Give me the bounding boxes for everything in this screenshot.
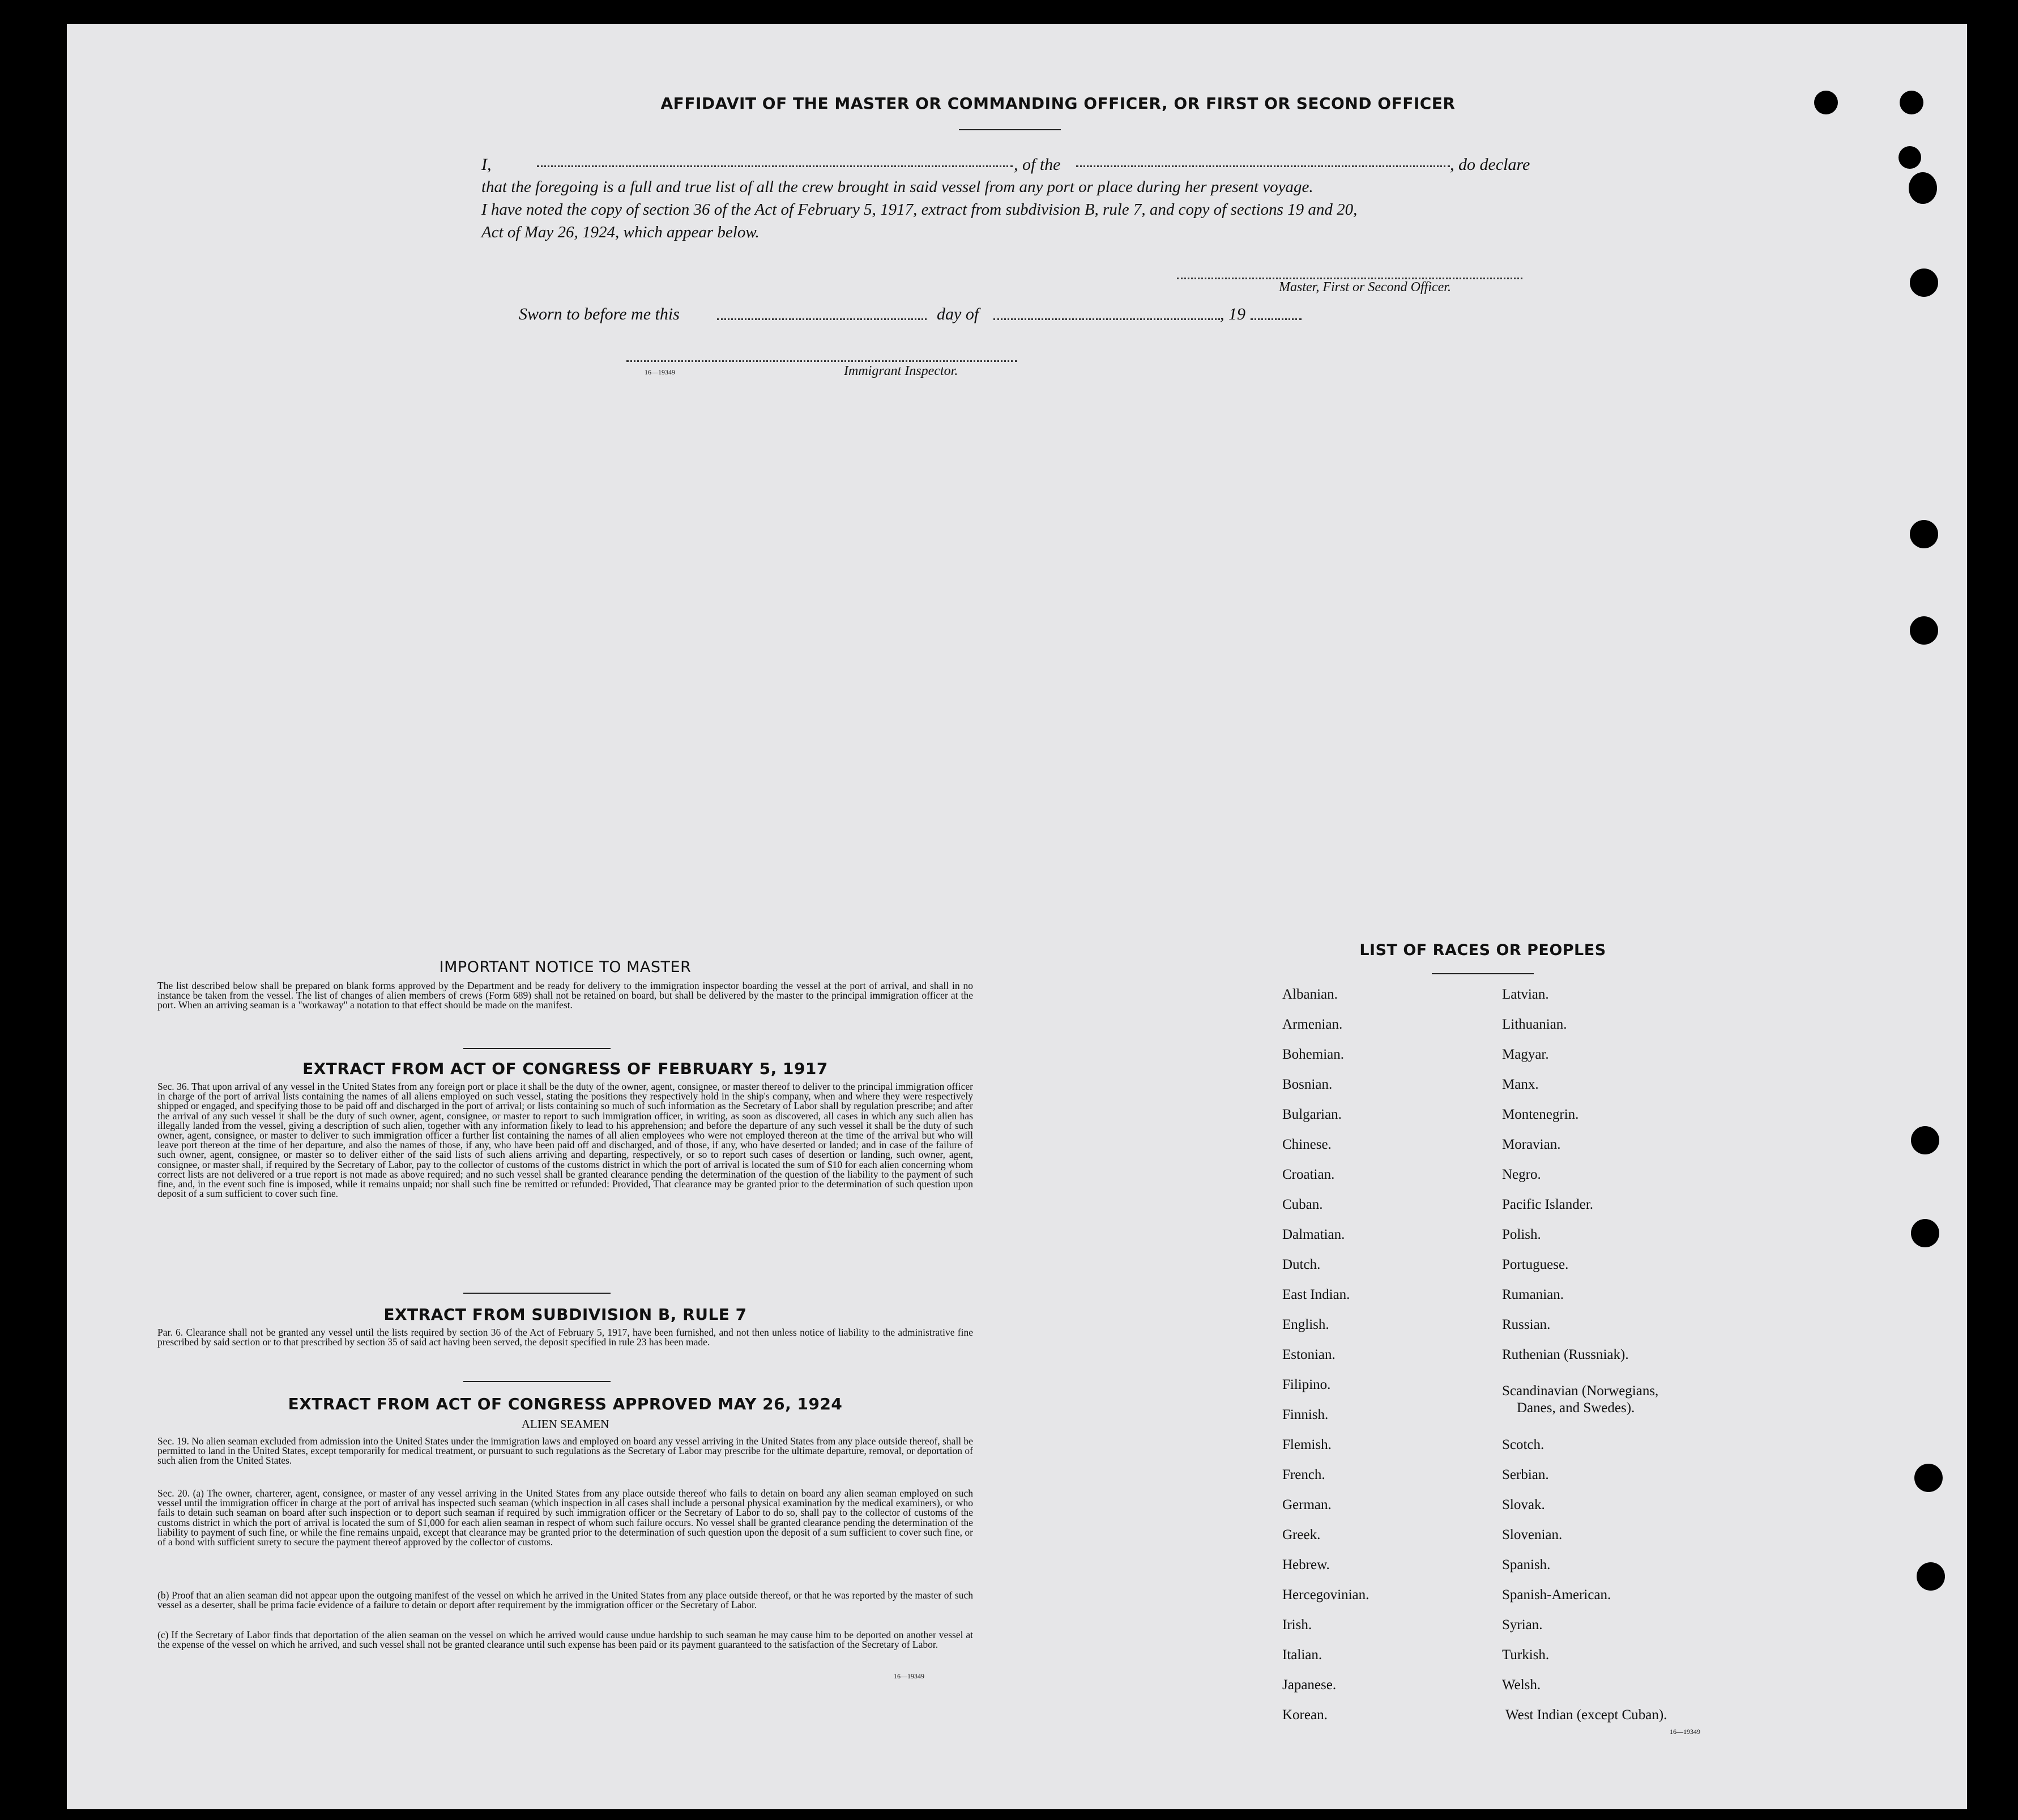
affidavit-title: AFFIDAVIT OF THE MASTER OR COMMANDING OFFICER, OR FIRST OR SECOND OFFICER bbox=[660, 94, 1456, 113]
race-left-item: Filipino. bbox=[1282, 1377, 1331, 1392]
extract-1917-text: Sec. 36. That upon arrival of any vessel in the United States from any foreign port or place it shall be the duty of the owner, agent, consignee, or master thereof to deliver to the principal immigration officer in charge of the port of arrival lists containing the names of all aliens employed on such vessel, stating the positions they respectively hold in the ship's company, when and where they were respectively shipped or engaged, and specifying those to be paid off and discharged in the port of arrival; or lists containing so much of such information as the Secretary of Labor shall by regulation prescribe; and after the arrival of any such vessel it shall be the duty of such owner, agent, consignee, or master to report to such immigration officer, in writing, as soon as discovered, all cases in which any such alien has illegally landed from the vessel, giving a description of such alien, together with any information likely to lead to his apprehension; and before the departure of any such vessel it shall be the duty of such owner, agent, consignee, or master to deliver to such immigration officer a further list containing the names of all alien employees who were not employed thereon at the time of the arrival but who will leave port thereon at the time of her departure, and also the names of those, if any, who have been paid off and discharged, and of those, if any, who have deserted or landed; and in case of the failure of such owner, agent, consignee, or master so to deliver either of the said lists of such aliens arriving and departing, respectively, or so to report such cases of desertion or landing, such owner, agent, consignee, or master shall, if required by the Secretary of Labor, pay to the collector of customs of the customs district in which the port of arrival is located the sum of $10 for each alien concerning whom correct lists are not delivered or a true report is not made as above required; and no such vessel shall be granted clearance pending the determination of the question of the liability to the payment of such fine, and, in the event such fine is imposed, while it remains unpaid; nor shall such fine be remitted or refunded: Provided, That clearance may be granted prior to the determination of such question upon deposit of a sum sufficient to cover such fine. bbox=[157, 1081, 973, 1200]
sec-19-text: Sec. 19. No alien seaman excluded from admission into the United States under the immigration laws and employed on board any vessel arriving in the United States from any place outside thereof, shall be permitted to land in the United States, except temporarily for medical treatment, or pursuant to such regulations as the Secretary of Labor may prescribe for the ultimate departure, removal, or deportation of such alien from the United States. bbox=[157, 1435, 973, 1467]
punch-hole bbox=[1911, 1126, 1939, 1154]
sworn-day-field[interactable] bbox=[717, 318, 927, 320]
race-right-item: Manx. bbox=[1502, 1077, 1539, 1092]
race-left-item: Albanian. bbox=[1282, 987, 1338, 1002]
race-left-item: Korean. bbox=[1282, 1707, 1328, 1723]
subdivision-b-divider bbox=[463, 1381, 611, 1382]
race-right-item: West Indian (except Cuban). bbox=[1505, 1707, 1667, 1723]
sworn-month-field[interactable] bbox=[993, 318, 1220, 320]
form-page bbox=[67, 24, 1967, 1809]
extract-1924-title: EXTRACT FROM ACT OF CONGRESS APPROVED MAY 26, 1924 bbox=[288, 1395, 843, 1413]
punch-hole bbox=[1910, 520, 1938, 548]
race-right-item: Spanish-American. bbox=[1502, 1587, 1611, 1602]
signature-caption: Master, First or Second Officer. bbox=[1279, 280, 1451, 295]
race-left-item: French. bbox=[1282, 1467, 1325, 1482]
race-left-item: Bulgarian. bbox=[1282, 1107, 1342, 1122]
notice-divider bbox=[463, 1048, 611, 1049]
punch-hole bbox=[1911, 1219, 1939, 1247]
race-right-item: Montenegrin. bbox=[1502, 1107, 1579, 1122]
race-left-item: Dalmatian. bbox=[1282, 1227, 1345, 1242]
subdivision-b-text: Par. 6. Clearance shall not be granted any vessel until the lists required by section 36 of the Act of February 5, 1917, have been furnished, and not then unless notice of liability to the administrative fine prescribed by said section or to that prescribed by section 35 of said act having been served, the deposit specified in rule 23 has been made. bbox=[157, 1327, 973, 1348]
race-right-item: Danes, and Swedes). bbox=[1517, 1400, 1635, 1416]
race-right-item: Moravian. bbox=[1502, 1137, 1561, 1152]
race-left-item: Estonian. bbox=[1282, 1347, 1336, 1362]
affidavit-line-2: that the foregoing is a full and true list of all the crew brought in said vessel from any port or place during her present voyage. bbox=[481, 178, 1313, 196]
race-right-item: Rumanian. bbox=[1502, 1287, 1564, 1302]
subdivision-b-title: EXTRACT FROM SUBDIVISION B, RULE 7 bbox=[383, 1305, 747, 1324]
affidavit-line-3: I have noted the copy of section 36 of the Act of February 5, 1917, extract from subdivision B, rule 7, and copy of sections 19 and 20, bbox=[481, 201, 1358, 219]
race-right-item: Russian. bbox=[1502, 1317, 1551, 1332]
alien-seamen-subtitle: ALIEN SEAMEN bbox=[521, 1417, 609, 1431]
race-right-item: Welsh. bbox=[1502, 1677, 1541, 1693]
year-label: , 19 bbox=[1220, 305, 1245, 323]
races-form-number: 16—19349 bbox=[1670, 1728, 1700, 1736]
affidavit-of-the: , of the bbox=[1014, 155, 1061, 174]
sec-20c-text: (c) If the Secretary of Labor finds that deportation of the alien seaman on the vessel on which he arrived would cause undue hardship to such seaman he may cause him to be deported on another vessel at the expense of the vessel on which he arrived, and such vessel shall not be granted clearance until such expense has been paid or its payment guaranteed to the satisfaction of the Secretary of Labor. bbox=[157, 1629, 973, 1651]
race-left-item: Bohemian. bbox=[1282, 1047, 1345, 1062]
race-right-item: Negro. bbox=[1502, 1167, 1541, 1182]
race-right-item: Scandinavian (Norwegians, bbox=[1502, 1383, 1659, 1399]
races-divider bbox=[1432, 973, 1534, 974]
punch-hole bbox=[1909, 172, 1937, 204]
punch-hole bbox=[1917, 1562, 1945, 1591]
sec-20b-text: (b) Proof that an alien seaman did not appear upon the outgoing manifest of the vessel on which he arrived in the United States from any place outside thereof, or that he was reported by the master of such vessel as a deserter, shall be prima facie evidence of a failure to detain or deport after requirement by the immigration officer or the Secretary of Labor. bbox=[157, 1589, 973, 1611]
affidavit-form-number: 16—19349 bbox=[645, 368, 675, 376]
race-left-item: Greek. bbox=[1282, 1527, 1321, 1542]
punch-hole bbox=[1914, 1464, 1943, 1492]
race-right-item: Syrian. bbox=[1502, 1617, 1543, 1633]
vessel-blank-field[interactable] bbox=[1076, 165, 1450, 167]
race-left-item: Italian. bbox=[1282, 1647, 1322, 1663]
name-blank-field[interactable] bbox=[537, 165, 1013, 167]
affidavit-i-label: I, bbox=[481, 155, 492, 174]
race-left-item: German. bbox=[1282, 1497, 1332, 1512]
race-left-item: Armenian. bbox=[1282, 1017, 1343, 1032]
race-left-item: East Indian. bbox=[1282, 1287, 1350, 1302]
race-left-item: Finnish. bbox=[1282, 1407, 1329, 1422]
punch-hole bbox=[1898, 146, 1921, 169]
notice-text: The list described below shall be prepared on blank forms approved by the Department and be ready for delivery to the immigration inspector boarding the vessel at the port of arrival, and shall in no instance be taken from the vessel. The list of changes of alien members of crews (Form 689) shall not be retained on board, but shall be delivered by the master to the principal immigration officer at the port. When an arriving seaman is a "workaway" a notation to that effect should be made on the manifest. bbox=[157, 980, 973, 1011]
race-left-item: Irish. bbox=[1282, 1617, 1312, 1633]
signature-blank-field[interactable] bbox=[1177, 278, 1522, 279]
extract-form-number: 16—19349 bbox=[894, 1672, 924, 1680]
race-right-item: Ruthenian (Russniak). bbox=[1502, 1347, 1629, 1362]
punch-hole bbox=[1900, 91, 1923, 114]
race-left-item: Cuban. bbox=[1282, 1197, 1323, 1212]
race-right-item: Scotch. bbox=[1502, 1437, 1545, 1452]
race-left-item: Dutch. bbox=[1282, 1257, 1321, 1272]
race-right-item: Portuguese. bbox=[1502, 1257, 1569, 1272]
extract-1917-title: EXTRACT FROM ACT OF CONGRESS OF FEBRUARY 5, 1917 bbox=[302, 1059, 828, 1078]
punch-hole bbox=[1910, 616, 1938, 645]
punch-hole bbox=[1910, 268, 1938, 297]
race-left-item: Bosnian. bbox=[1282, 1077, 1333, 1092]
race-right-item: Lithuanian. bbox=[1502, 1017, 1567, 1032]
extract-1917-divider bbox=[463, 1293, 611, 1294]
race-left-item: Hercegovinian. bbox=[1282, 1587, 1369, 1602]
sec-20a-text: Sec. 20. (a) The owner, charterer, agent, consignee, or master of any vessel arriving in the United States from any place outside thereof who fails to detain on board any alien seaman employed on such vessel until the immigration officer in charge at the port of arrival has inspected such seaman (which inspection in all cases shall include a personal physical examination by the medical examiners), or who fails to detain such seaman on board after such inspection or to deport such seaman if required by such immigration officer or the Secretary of Labor to do so, shall pay to the collector of customs of the customs district in which the port of arrival is located the sum of $1,000 for each alien seaman in respect of whom such failure occurs. No vessel shall be granted clearance pending the determination of the liability to payment of such fine, or while the fine remains unpaid, except that clearance may be granted prior to the determination of such question upon the deposit of a sum sufficient to cover such fine, or of a bond with sufficient surety to secure the payment thereof approved by the collector of customs. bbox=[157, 1487, 973, 1548]
race-left-item: English. bbox=[1282, 1317, 1329, 1332]
inspector-caption: Immigrant Inspector. bbox=[844, 364, 958, 378]
affidavit-line-4: Act of May 26, 1924, which appear below. bbox=[481, 223, 760, 241]
races-title: LIST OF RACES OR PEOPLES bbox=[1359, 941, 1606, 959]
race-right-item: Slovak. bbox=[1502, 1497, 1545, 1512]
race-right-item: Serbian. bbox=[1502, 1467, 1549, 1482]
sworn-year-field[interactable] bbox=[1251, 318, 1302, 320]
inspector-blank-field[interactable] bbox=[626, 360, 1017, 362]
race-right-item: Magyar. bbox=[1502, 1047, 1549, 1062]
race-right-item: Slovenian. bbox=[1502, 1527, 1563, 1542]
race-right-item: Polish. bbox=[1502, 1227, 1541, 1242]
sworn-label: Sworn to before me this bbox=[519, 305, 680, 323]
race-left-item: Flemish. bbox=[1282, 1437, 1332, 1452]
race-left-item: Chinese. bbox=[1282, 1137, 1332, 1152]
day-of-label: day of bbox=[937, 305, 979, 323]
race-right-item: Pacific Islander. bbox=[1502, 1197, 1594, 1212]
race-right-item: Turkish. bbox=[1502, 1647, 1550, 1663]
race-right-item: Spanish. bbox=[1502, 1557, 1551, 1572]
title-divider bbox=[959, 129, 1061, 130]
race-right-item: Latvian. bbox=[1502, 987, 1549, 1002]
race-left-item: Croatian. bbox=[1282, 1167, 1335, 1182]
affidavit-do-declare: , do declare bbox=[1450, 155, 1530, 174]
notice-title: IMPORTANT NOTICE TO MASTER bbox=[439, 958, 692, 976]
race-left-item: Hebrew. bbox=[1282, 1557, 1330, 1572]
punch-hole bbox=[1814, 91, 1838, 114]
race-left-item: Japanese. bbox=[1282, 1677, 1337, 1693]
